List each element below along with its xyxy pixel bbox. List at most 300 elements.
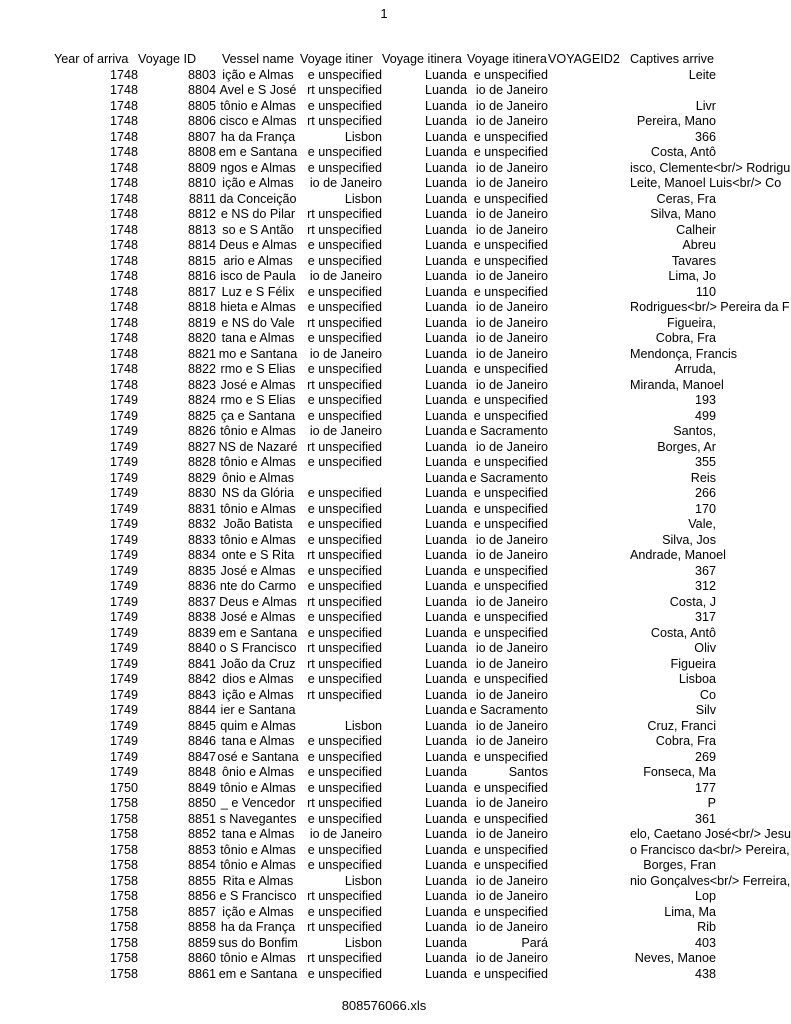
table-row: [54, 564, 716, 580]
voyage-id-cell: 8807: [187, 129, 216, 144]
vessel-name-cell: dios e Almas: [222, 672, 294, 686]
voyageid2-cell: [548, 331, 630, 347]
table-row: [54, 471, 716, 487]
year-cell: 1748: [109, 160, 138, 175]
itinerary-3-cell: io de Janeiro: [475, 439, 548, 454]
table-row: [54, 517, 716, 533]
voyageid2-cell: [548, 347, 630, 363]
itinerary-3-cell: e unspecified: [473, 672, 548, 686]
itinerary-3-cell: e unspecified: [473, 455, 548, 469]
itinerary-1-cell: io de Janeiro: [309, 346, 382, 361]
itinerary-3-cell: io de Janeiro: [475, 83, 548, 97]
table-row: [54, 688, 716, 704]
vessel-name-cell: so e S Antão: [222, 222, 294, 237]
itinerary-3-cell: io de Janeiro: [475, 377, 548, 392]
voyageid2-cell: [548, 440, 630, 456]
vessel-name-cell: quim e Almas: [220, 718, 296, 733]
vessel-name-cell: tana e Almas: [221, 827, 295, 841]
itinerary-1-cell: e unspecified: [307, 734, 382, 748]
vessel-name-cell: NS de Nazaré: [218, 439, 298, 454]
voyage-id-cell: 8853: [187, 842, 216, 857]
vessel-name-cell: ição e Almas: [222, 176, 294, 190]
voyageid2-cell: [548, 83, 630, 99]
table-row: [54, 579, 716, 595]
vessel-name-cell: ônio e Almas: [221, 470, 295, 485]
itinerary-2-cell: Luanda: [424, 579, 467, 593]
itinerary-3-cell: Pará: [521, 935, 548, 950]
itinerary-3-cell: io de Janeiro: [475, 207, 548, 221]
year-cell: 1758: [109, 827, 138, 841]
itinerary-3-cell: Santos: [508, 765, 548, 779]
voyage-id-cell: 8829: [187, 470, 216, 485]
itinerary-2-cell: Luanda: [424, 765, 467, 779]
itinerary-3-cell: e Sacramento: [469, 703, 548, 717]
vessel-name-cell: tônio e Almas: [220, 98, 296, 113]
year-cell: 1749: [109, 439, 138, 454]
vessel-name-cell: isco de Paula: [220, 269, 296, 283]
year-cell: 1749: [109, 486, 138, 500]
itinerary-3-cell: e unspecified: [473, 610, 548, 624]
voyageid2-cell: [548, 812, 630, 828]
itinerary-1-cell: e unspecified: [307, 563, 382, 578]
itinerary-1-cell: e unspecified: [307, 672, 382, 686]
itinerary-3-cell: io de Janeiro: [475, 160, 548, 175]
captives-cell: 177: [694, 780, 716, 795]
itinerary-1-cell: e unspecified: [307, 67, 382, 82]
header-year: Year of arriva: [54, 52, 129, 66]
year-cell: 1749: [109, 455, 138, 469]
itinerary-2-cell: Luanda: [424, 408, 467, 423]
itinerary-2-cell: Luanda: [424, 331, 467, 345]
captives-cell: 366: [694, 129, 716, 144]
voyageid2-cell: [548, 378, 630, 394]
vessel-name-cell: Deus e Almas: [219, 238, 297, 252]
voyage-id-cell: 8847: [187, 749, 216, 764]
itinerary-1-cell: e unspecified: [307, 904, 382, 919]
voyage-id-cell: 8812: [187, 207, 216, 221]
captives-cell: Figueira: [670, 656, 716, 671]
itinerary-3-cell: e Sacramento: [469, 470, 548, 485]
table-row: [54, 192, 716, 208]
voyage-id-cell: 8826: [187, 424, 216, 438]
voyageid2-cell: [548, 471, 630, 487]
itinerary-3-cell: io de Janeiro: [475, 873, 548, 888]
captives-cell: elo, Caetano José<br/> Jesu: [630, 827, 791, 841]
year-cell: 1749: [109, 718, 138, 733]
year-cell: 1748: [109, 253, 138, 268]
voyage-id-cell: 8846: [187, 734, 216, 748]
captives-cell: 361: [694, 811, 716, 826]
spreadsheet-table: [54, 52, 791, 982]
voyageid2-cell: [548, 424, 630, 440]
itinerary-2-cell: Luanda: [424, 501, 467, 516]
year-cell: 1749: [109, 749, 138, 764]
vessel-name-cell: tônio e Almas: [220, 858, 296, 872]
vessel-name-cell: NS da Glória: [221, 486, 295, 500]
voyage-id-cell: 8842: [187, 672, 216, 686]
voyage-id-cell: 8822: [187, 362, 216, 376]
vessel-name-cell: nte do Carmo: [219, 579, 297, 593]
itinerary-2-cell: Luanda: [424, 253, 467, 268]
captives-cell: Lima, Jo: [668, 269, 716, 283]
voyage-id-cell: 8831: [187, 501, 216, 516]
voyageid2-cell: [548, 161, 630, 177]
itinerary-2-cell: Luanda: [424, 796, 467, 810]
captives-cell: 110: [695, 284, 716, 299]
itinerary-1-cell: Lisbon: [344, 129, 382, 144]
vessel-name-cell: s Navegantes: [219, 811, 297, 826]
itinerary-1-cell: e unspecified: [307, 145, 382, 159]
itinerary-2-cell: Luanda: [424, 687, 467, 702]
itinerary-2-cell: Luanda: [424, 811, 467, 826]
table-row: [54, 827, 791, 843]
voyageid2-cell: [548, 688, 630, 704]
captives-cell: Livr: [695, 98, 716, 113]
table-row: [54, 269, 716, 285]
table-row: [54, 812, 716, 828]
table-row: [54, 362, 716, 378]
itinerary-3-cell: e unspecified: [473, 966, 548, 981]
itinerary-3-cell: e unspecified: [473, 842, 548, 857]
captives-cell: Costa, J: [669, 594, 716, 609]
vessel-name-cell: tônio e Almas: [220, 532, 296, 547]
year-cell: 1749: [109, 641, 138, 655]
voyage-id-cell: 8808: [187, 145, 216, 159]
captives-cell: 438: [694, 966, 716, 981]
vessel-name-cell: Luz e S Félix: [221, 284, 295, 299]
table-row: [54, 114, 716, 130]
vessel-name-cell: onte e S Rita: [221, 548, 295, 562]
table-row: [54, 440, 716, 456]
table-row: [54, 610, 716, 626]
vessel-name-cell: João Batista: [223, 517, 293, 531]
itinerary-3-cell: io de Janeiro: [475, 532, 548, 547]
itinerary-3-cell: e unspecified: [473, 67, 548, 82]
voyageid2-cell: [548, 827, 630, 843]
captives-cell: Lop: [694, 889, 716, 903]
itinerary-3-cell: e unspecified: [473, 191, 548, 206]
header-row: [54, 52, 716, 68]
vessel-name-cell: ição e Almas: [222, 904, 294, 919]
table-row: [54, 703, 716, 719]
year-cell: 1758: [109, 873, 138, 888]
table-row: [54, 750, 716, 766]
voyage-id-cell: 8819: [187, 315, 216, 330]
table-row: [54, 967, 716, 983]
itinerary-1-cell: rt unspecified: [307, 222, 382, 237]
table-row: [54, 842, 790, 859]
voyageid2-cell: [548, 114, 630, 130]
voyage-id-cell: 8859: [187, 935, 216, 950]
captives-cell: Leite, Manoel Luis<br/> Co: [630, 176, 782, 190]
itinerary-2-cell: Luanda: [424, 207, 467, 221]
vessel-name-cell: Deus e Almas: [219, 594, 297, 609]
year-cell: 1748: [109, 315, 138, 330]
voyage-id-cell: 8809: [187, 160, 216, 175]
table-row: [54, 889, 716, 905]
itinerary-1-cell: e unspecified: [307, 331, 382, 345]
voyage-id-cell: 8840: [187, 641, 216, 655]
vessel-name-cell: tônio e Almas: [220, 842, 296, 857]
vessel-name-cell: sus do Bonfim: [218, 935, 298, 950]
captives-cell: 170: [694, 501, 716, 516]
year-cell: 1749: [109, 548, 138, 562]
voyageid2-cell: [548, 502, 630, 518]
voyageid2-cell: [548, 765, 630, 781]
vessel-name-cell: e S Francisco: [219, 889, 297, 903]
itinerary-2-cell: Luanda: [424, 734, 467, 748]
year-cell: 1749: [109, 765, 138, 779]
captives-cell: Tavares: [671, 253, 716, 268]
itinerary-1-cell: e unspecified: [307, 455, 382, 469]
itinerary-2-cell: Luanda: [424, 300, 467, 314]
itinerary-3-cell: io de Janeiro: [475, 269, 548, 283]
voyage-id-cell: 8813: [187, 222, 216, 237]
captives-cell: Rib: [697, 920, 716, 934]
itinerary-1-cell: e unspecified: [307, 610, 382, 624]
itinerary-3-cell: io de Janeiro: [475, 222, 548, 237]
year-cell: 1749: [109, 703, 138, 717]
itinerary-3-cell: e unspecified: [473, 501, 548, 516]
table-row: [54, 734, 716, 750]
vessel-name-cell: mo e Santana: [218, 346, 298, 361]
voyage-id-cell: 8844: [187, 703, 216, 717]
voyage-id-cell: 8803: [187, 67, 216, 82]
captives-cell: o Francisco da<br/> Pereira,: [630, 842, 790, 857]
itinerary-2-cell: Luanda: [424, 176, 467, 190]
table-row: [54, 920, 716, 936]
captives-cell: Silva, Mano: [650, 207, 716, 221]
captives-cell: Figueira,: [667, 315, 716, 330]
captives-cell: P: [707, 796, 716, 810]
voyageid2-cell: [548, 68, 630, 84]
header-itinerary-2: Voyage itinera: [382, 52, 462, 66]
year-cell: 1748: [109, 207, 138, 221]
captives-cell: Cobra, Fra: [655, 331, 716, 345]
table-row: [54, 346, 738, 363]
vessel-name-cell: _ e Vencedor: [220, 796, 296, 810]
voyageid2-cell: [548, 734, 630, 750]
table-row: [54, 502, 716, 518]
voyageid2-cell: [548, 207, 630, 223]
itinerary-2-cell: Luanda: [424, 346, 467, 361]
itinerary-2-cell: Luanda: [424, 486, 467, 500]
table-row: [54, 300, 790, 316]
itinerary-1-cell: e unspecified: [307, 858, 382, 872]
voyageid2-cell: [548, 393, 630, 409]
itinerary-1-cell: Lisbon: [344, 873, 382, 888]
itinerary-2-cell: Luanda: [424, 827, 467, 841]
itinerary-3-cell: e unspecified: [473, 780, 548, 795]
voyage-id-cell: 8838: [187, 610, 216, 624]
itinerary-1-cell: e unspecified: [307, 362, 382, 376]
year-cell: 1748: [109, 284, 138, 299]
itinerary-1-cell: rt unspecified: [307, 594, 382, 609]
vessel-name-cell: ição e Almas: [222, 67, 294, 82]
captives-cell: Fonseca, Ma: [643, 765, 716, 779]
captives-cell: Mendonça, Francis: [630, 346, 738, 361]
captives-cell: Miranda, Manoel: [630, 377, 724, 392]
voyage-id-cell: 8821: [187, 346, 216, 361]
captives-cell: Borges, Ar: [657, 439, 716, 454]
vessel-name-cell: rmo e S Elias: [220, 362, 296, 376]
captives-cell: Leite: [688, 67, 716, 82]
voyage-id-cell: 8810: [187, 176, 216, 190]
itinerary-1-cell: e unspecified: [307, 765, 382, 779]
voyage-id-cell: 8843: [187, 687, 216, 702]
itinerary-3-cell: e unspecified: [473, 362, 548, 376]
table-row: [54, 641, 716, 657]
itinerary-3-cell: io de Janeiro: [475, 687, 548, 702]
voyage-id-cell: 8839: [187, 625, 216, 640]
year-cell: 1758: [109, 904, 138, 919]
itinerary-1-cell: rt unspecified: [307, 83, 382, 97]
itinerary-3-cell: io de Janeiro: [475, 718, 548, 733]
itinerary-1-cell: e unspecified: [307, 253, 382, 268]
table-row: [54, 657, 716, 673]
voyageid2-cell: [548, 130, 630, 146]
voyage-id-cell: 8832: [187, 517, 216, 531]
year-cell: 1758: [109, 889, 138, 903]
voyageid2-cell: [548, 192, 630, 208]
voyage-id-cell: 8820: [187, 331, 216, 345]
itinerary-2-cell: Luanda: [424, 222, 467, 237]
vessel-name-cell: ça e Santana: [220, 408, 296, 423]
captives-cell: Silv: [695, 703, 716, 717]
voyage-id-cell: 8854: [187, 858, 216, 872]
voyage-id-cell: 8856: [187, 889, 216, 903]
captives-cell: Co: [699, 687, 716, 702]
itinerary-2-cell: Luanda: [424, 362, 467, 376]
year-cell: 1748: [109, 191, 138, 206]
itinerary-1-cell: e unspecified: [307, 284, 382, 299]
year-cell: 1748: [109, 300, 138, 314]
captives-cell: Lima, Ma: [664, 904, 716, 919]
year-cell: 1748: [109, 83, 138, 97]
year-cell: 1750: [109, 780, 138, 795]
itinerary-3-cell: io de Janeiro: [475, 300, 548, 314]
vessel-name-cell: ngos e Almas: [220, 160, 296, 175]
year-cell: 1749: [109, 594, 138, 609]
vessel-name-cell: tana e Almas: [221, 734, 295, 748]
voyage-id-cell: 8828: [187, 455, 216, 469]
header-captives: Captives arrive: [630, 52, 714, 66]
table-row: [54, 548, 726, 564]
itinerary-1-cell: io de Janeiro: [309, 269, 382, 283]
voyageid2-cell: [548, 145, 630, 161]
year-cell: 1749: [109, 734, 138, 748]
itinerary-3-cell: io de Janeiro: [475, 641, 548, 655]
itinerary-1-cell: rt unspecified: [307, 377, 382, 392]
voyage-id-cell: 8834: [187, 548, 216, 562]
table-row: [54, 486, 716, 502]
voyageid2-cell: [548, 657, 630, 673]
voyage-id-cell: 8811: [188, 191, 216, 206]
year-cell: 1758: [109, 842, 138, 857]
itinerary-2-cell: Luanda: [424, 98, 467, 113]
itinerary-1-cell: e unspecified: [307, 98, 382, 113]
table-row: [54, 595, 716, 611]
itinerary-1-cell: rt unspecified: [307, 641, 382, 655]
table-body: [54, 67, 791, 983]
captives-cell: Calheir: [676, 222, 716, 237]
voyage-id-cell: 8852: [187, 827, 216, 841]
table-row: [54, 145, 716, 161]
itinerary-1-cell: e unspecified: [307, 966, 382, 981]
table-row: [54, 424, 716, 440]
voyageid2-cell: [548, 750, 630, 766]
voyage-id-cell: 8850: [187, 796, 216, 810]
itinerary-1-cell: e unspecified: [307, 408, 382, 423]
itinerary-3-cell: io de Janeiro: [475, 331, 548, 345]
captives-cell: Cobra, Fra: [655, 734, 716, 748]
table-row: [54, 83, 716, 99]
captives-cell: 355: [694, 455, 716, 469]
itinerary-1-cell: e unspecified: [307, 160, 382, 175]
itinerary-2-cell: Luanda: [424, 656, 467, 671]
voyageid2-cell: [548, 703, 630, 719]
itinerary-3-cell: io de Janeiro: [475, 827, 548, 841]
itinerary-2-cell: Luanda: [424, 904, 467, 919]
year-cell: 1758: [109, 920, 138, 934]
voyageid2-cell: [548, 610, 630, 626]
itinerary-1-cell: rt unspecified: [307, 687, 382, 702]
voyage-id-cell: 8835: [187, 563, 216, 578]
year-cell: 1748: [109, 222, 138, 237]
captives-cell: Vale,: [688, 517, 716, 531]
table-row: [54, 626, 716, 642]
captives-cell: Neves, Manoe: [634, 951, 716, 965]
voyage-id-cell: 8805: [187, 98, 216, 113]
itinerary-1-cell: e unspecified: [307, 749, 382, 764]
table-row: [54, 905, 716, 921]
itinerary-3-cell: e unspecified: [473, 129, 548, 144]
voyage-id-cell: 8833: [187, 532, 216, 547]
itinerary-1-cell: rt unspecified: [307, 548, 382, 562]
captives-cell: [630, 83, 716, 99]
captives-cell: Lisboa: [678, 672, 716, 686]
table-row: [54, 99, 716, 115]
voyageid2-cell: [548, 486, 630, 502]
itinerary-1-cell: e unspecified: [307, 393, 382, 407]
year-cell: 1749: [109, 625, 138, 640]
vessel-name-cell: tônio e Almas: [220, 501, 296, 516]
itinerary-1-cell: e unspecified: [307, 300, 382, 314]
voyageid2-cell: [548, 548, 630, 564]
year-cell: 1748: [109, 362, 138, 376]
table-row: [54, 533, 716, 549]
itinerary-1-cell: rt unspecified: [307, 796, 382, 810]
vessel-name-cell: José e Almas: [220, 377, 296, 392]
voyageid2-cell: [548, 781, 630, 797]
table-row: [54, 254, 716, 270]
year-cell: 1749: [109, 501, 138, 516]
table-row: [54, 873, 791, 890]
footer-filename: 808576066.xls: [341, 998, 427, 1013]
itinerary-3-cell: io de Janeiro: [475, 114, 548, 128]
voyage-id-cell: 8861: [187, 966, 216, 981]
itinerary-3-cell: e unspecified: [473, 858, 548, 872]
voyage-id-cell: 8836: [187, 579, 216, 593]
captives-cell: Ceras, Fra: [656, 191, 716, 206]
vessel-name-cell: tônio e Almas: [220, 424, 296, 438]
voyageid2-cell: [548, 920, 630, 936]
itinerary-2-cell: Luanda: [424, 114, 467, 128]
captives-cell: 403: [694, 935, 716, 950]
year-cell: 1749: [109, 610, 138, 624]
voyageid2-cell: [548, 967, 630, 983]
voyage-id-cell: 8851: [187, 811, 216, 826]
